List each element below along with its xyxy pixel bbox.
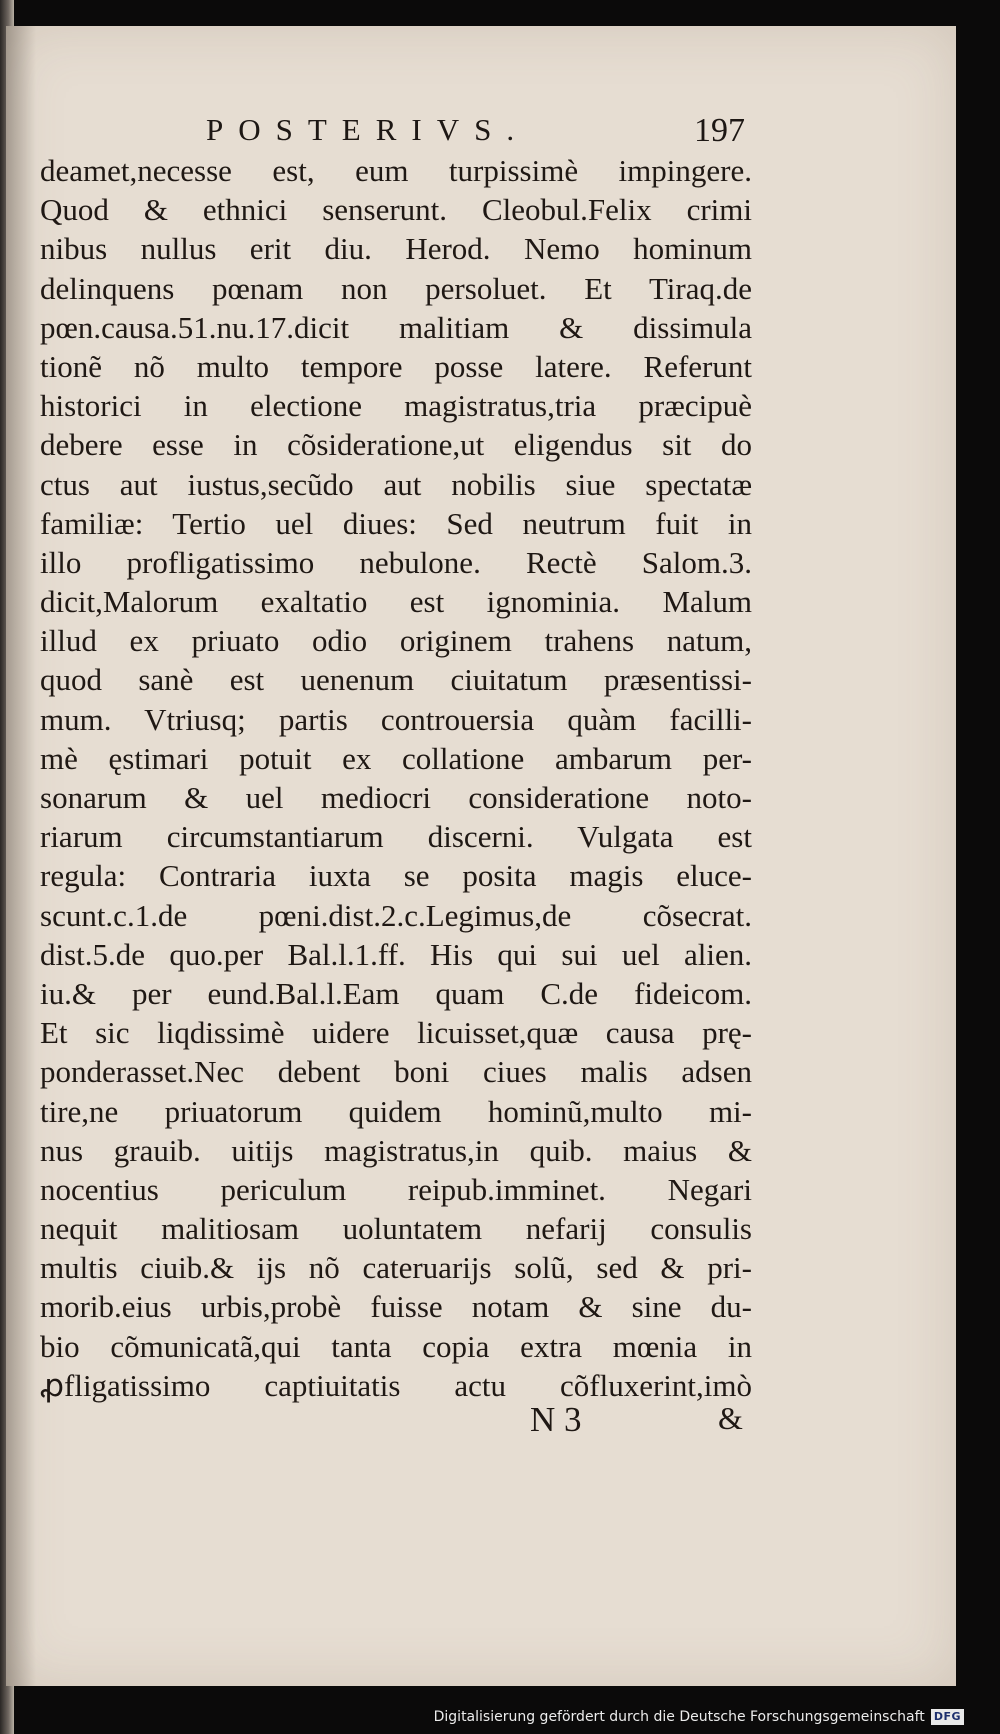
text-line: deamet,necesse est, eum turpissimè impingere. (40, 153, 752, 188)
text-line: scunt.c.1.de pœni.dist.2.c.Legimus,de cõsecrat. (40, 897, 752, 933)
signature-mark: N 3 (530, 1400, 582, 1439)
running-head (40, 112, 745, 152)
text-line: sonarum & uel mediocri consideratione noto- (40, 780, 752, 815)
text-line: illud ex priuato odio originem trahens natum, (40, 623, 752, 659)
text-line: tire,ne priuatorum quidem hominũ,multo mi- (40, 1093, 752, 1129)
text-line: dist.5.de quo.per Bal.l.1.ff. His qui sui uel alien. (40, 936, 752, 972)
text-line: Et sic liqdissimè uidere licuisset,quæ causa prę- (40, 1015, 752, 1051)
page-number: 197 (694, 112, 745, 149)
text-line: illo profligatissimo nebulone. Rectè Salom.3. (40, 544, 752, 580)
text-line: mè ęstimari potuit ex collatione ambarum per- (40, 740, 752, 776)
text-line: dicit,Malorum exaltatio est ignominia. Malum (40, 584, 752, 620)
text-line: debere esse in cõsideratione,ut eligendus sit do (40, 427, 752, 463)
text-line: quod sanè est uenenum ciuitatum præsentissi- (40, 662, 752, 698)
text-line: historici in electione magistratus,tria præcipuè (40, 388, 752, 424)
running-title: POSTERIVS. (206, 112, 530, 147)
text-line: nibus nullus erit diu. Herod. Nemo hominum (40, 231, 752, 267)
funding-credit: Digitalisierung gefördert durch die Deutsche Forschungsgemeinschaft (433, 1709, 925, 1725)
text-line: Quod & ethnici senserunt. Cleobul.Felix crimi (40, 192, 752, 228)
text-line: mum. Vtriusq; partis controuersia quàm facilli- (40, 701, 752, 737)
catchword: & (718, 1400, 743, 1436)
text-line: pœn.causa.51.nu.17.dicit malitiam & dissimula (40, 309, 752, 345)
digitization-footer (434, 1706, 964, 1728)
text-line: tionẽ nõ multo tempore posse latere. Referunt (40, 348, 752, 384)
text-line: nocentius periculum reipub.imminet. Negari (40, 1171, 752, 1207)
text-line: ctus aut iustus,secũdo aut nobilis siue spectatæ (40, 466, 752, 502)
text-line: bio cõmunicatã,qui tanta copia extra mœnia in (40, 1328, 752, 1364)
page-gutter-shadow (6, 26, 36, 1686)
text-line: iu.& per eund.Bal.l.Eam quam C.de fideicom. (40, 975, 752, 1011)
text-line: regula: Contraria iuxta se posita magis eluce- (40, 858, 752, 894)
text-line: delinquens pœnam non persoluet. Et Tiraq.de (40, 270, 752, 306)
text-line: familiæ: Tertio uel diues: Sed neutrum fuit in (40, 505, 752, 541)
text-line: nus grauib. uitijs magistratus,in quib. maius & (40, 1132, 752, 1168)
text-line: riarum circumstantiarum discerni. Vulgata est (40, 819, 752, 855)
dfg-logo: DFG (931, 1709, 964, 1725)
text-line: multis ciuib.& ijs nõ cateruarijs solũ, sed & pri- (40, 1250, 752, 1286)
body-text (40, 151, 752, 1405)
text-line: nequit malitiosam uoluntatem nefarij consulis (40, 1211, 752, 1247)
text-line: ponderasset.Nec debent boni ciues malis adsen (40, 1054, 752, 1090)
text-line: ꝓfligatissimo captiuitatis actu cõfluxerint,imò (40, 1367, 752, 1403)
text-line: morib.eius urbis,probè fuisse notam & sine du- (40, 1289, 752, 1325)
